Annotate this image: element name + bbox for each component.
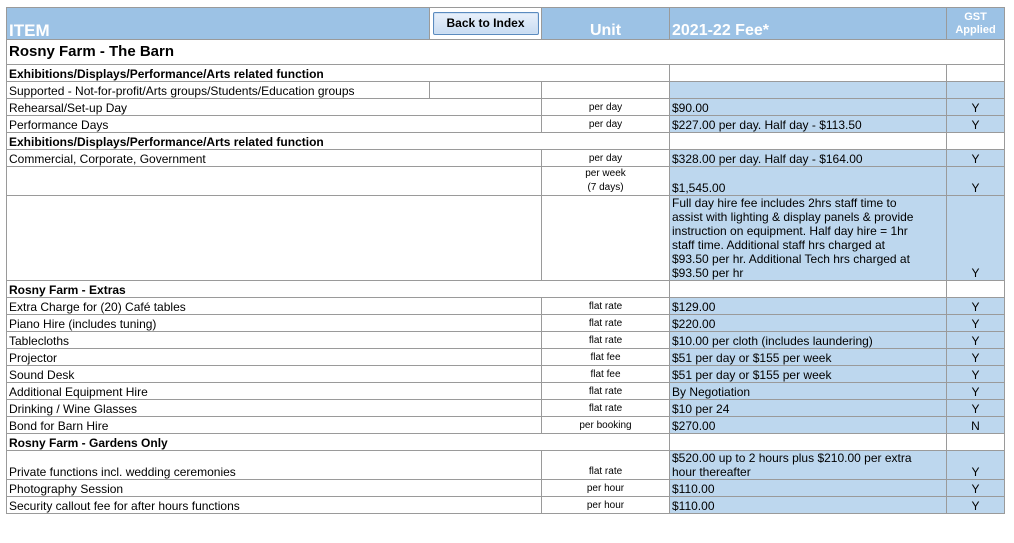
gst-cell: Y bbox=[947, 298, 1005, 315]
gst-cell: Y bbox=[947, 349, 1005, 366]
table-row bbox=[7, 349, 1005, 366]
fee-cell: $129.00 bbox=[670, 298, 947, 315]
fee-cell: $10.00 per cloth (includes laundering) bbox=[670, 332, 947, 349]
gst-cell: Y bbox=[947, 116, 1005, 133]
unit-cell: flat rate bbox=[542, 332, 670, 349]
item-cell: Extra Charge for (20) Café tables bbox=[7, 298, 542, 315]
item-cell: Security callout fee for after hours functions bbox=[7, 497, 542, 514]
unit-cell: flat rate bbox=[542, 400, 670, 417]
gst-cell: Y bbox=[947, 150, 1005, 167]
item-cell: Piano Hire (includes tuning) bbox=[7, 315, 542, 332]
subheading-fee-empty bbox=[670, 82, 947, 99]
table-row bbox=[7, 167, 1005, 196]
fee-cell: $51 per day or $155 per week bbox=[670, 366, 947, 383]
fee-cell: $10 per 24 bbox=[670, 400, 947, 417]
header-gst-line2: Applied bbox=[955, 23, 996, 36]
unit-cell: flat fee bbox=[542, 366, 670, 383]
section-heading: Exhibitions/Displays/Performance/Arts related function bbox=[7, 133, 670, 150]
table-row bbox=[7, 196, 1005, 281]
fee-cell: $220.00 bbox=[670, 315, 947, 332]
gst-cell: Y bbox=[947, 480, 1005, 497]
fee-line: $93.50 per hr. Additional Tech hrs charged at bbox=[672, 252, 910, 266]
unit-line: (7 days) bbox=[587, 182, 624, 193]
header-gst-line1: GST bbox=[964, 10, 987, 23]
gst-cell: Y bbox=[947, 400, 1005, 417]
section-heading: Rosny Farm - Extras bbox=[7, 281, 670, 298]
table-row bbox=[7, 400, 1005, 417]
table-row bbox=[7, 99, 1005, 116]
table-row bbox=[7, 150, 1005, 167]
section-heading-row bbox=[7, 65, 1005, 82]
fee-cell: $110.00 bbox=[670, 480, 947, 497]
item-cell bbox=[7, 167, 542, 196]
fee-line: Full day hire fee includes 2hrs staff time to bbox=[672, 196, 897, 210]
fee-cell: $110.00 bbox=[670, 497, 947, 514]
gst-cell: Y bbox=[947, 99, 1005, 116]
gst-cell: Y bbox=[947, 196, 1005, 281]
unit-cell: flat rate bbox=[542, 383, 670, 400]
unit-line: per week bbox=[585, 168, 626, 179]
subheading-unit-empty bbox=[542, 82, 670, 99]
gst-cell: N bbox=[947, 417, 1005, 434]
subheading-spacer bbox=[430, 82, 542, 99]
item-cell: Tablecloths bbox=[7, 332, 542, 349]
table-row bbox=[7, 332, 1005, 349]
item-cell: Bond for Barn Hire bbox=[7, 417, 542, 434]
unit-cell bbox=[542, 167, 670, 196]
table-row bbox=[7, 451, 1005, 480]
section-heading-row bbox=[7, 133, 1005, 150]
gst-cell: Y bbox=[947, 497, 1005, 514]
unit-cell bbox=[542, 196, 670, 281]
fee-cell: $227.00 per day. Half day - $113.50 bbox=[670, 116, 947, 133]
table-row bbox=[7, 366, 1005, 383]
section-heading: Rosny Farm - Gardens Only bbox=[7, 434, 670, 451]
fee-cell: $51 per day or $155 per week bbox=[670, 349, 947, 366]
unit-cell: per day bbox=[542, 150, 670, 167]
gst-cell: Y bbox=[947, 167, 1005, 196]
table-row bbox=[7, 383, 1005, 400]
header-fee: 2021-22 Fee* bbox=[670, 8, 947, 40]
section-heading: Exhibitions/Displays/Performance/Arts related function bbox=[7, 65, 670, 82]
section-heading-gst-empty bbox=[947, 65, 1005, 82]
section-heading-row bbox=[7, 281, 1005, 298]
item-cell: Additional Equipment Hire bbox=[7, 383, 542, 400]
back-to-index-button[interactable]: Back to Index bbox=[433, 12, 539, 35]
table-row bbox=[7, 417, 1005, 434]
item-cell: Private functions incl. wedding ceremonies bbox=[7, 451, 542, 480]
gst-cell: Y bbox=[947, 451, 1005, 480]
gst-cell: Y bbox=[947, 315, 1005, 332]
item-cell: Performance Days bbox=[7, 116, 542, 133]
section-heading-fee-empty bbox=[670, 65, 947, 82]
section-heading-gst-empty bbox=[947, 281, 1005, 298]
unit-cell: per hour bbox=[542, 497, 670, 514]
fee-line: $93.50 per hr bbox=[672, 266, 744, 280]
table-row bbox=[7, 497, 1005, 514]
section-heading-gst-empty bbox=[947, 133, 1005, 150]
section-heading-gst-empty bbox=[947, 434, 1005, 451]
table-row bbox=[7, 480, 1005, 497]
header-row bbox=[7, 8, 1005, 40]
title-row bbox=[7, 40, 1005, 65]
fee-line: staff time. Additional staff hrs charged at bbox=[672, 238, 886, 252]
back-to-index-cell bbox=[430, 8, 542, 40]
section-heading-fee-empty bbox=[670, 133, 947, 150]
unit-cell: per day bbox=[542, 116, 670, 133]
gst-cell: Y bbox=[947, 383, 1005, 400]
fee-line: hour thereafter bbox=[672, 465, 751, 479]
table-row bbox=[7, 116, 1005, 133]
unit-cell: flat rate bbox=[542, 298, 670, 315]
fee-table bbox=[6, 7, 1005, 514]
gst-cell: Y bbox=[947, 332, 1005, 349]
fee-cell: $328.00 per day. Half day - $164.00 bbox=[670, 150, 947, 167]
item-cell bbox=[7, 196, 542, 281]
gst-cell: Y bbox=[947, 366, 1005, 383]
fee-line: instruction on equipment. Half day hire = 1hr bbox=[672, 224, 908, 238]
unit-cell: flat rate bbox=[542, 315, 670, 332]
section-heading-fee-empty bbox=[670, 434, 947, 451]
unit-cell: per day bbox=[542, 99, 670, 116]
unit-cell: flat fee bbox=[542, 349, 670, 366]
table-row bbox=[7, 315, 1005, 332]
section-heading-row bbox=[7, 434, 1005, 451]
item-cell: Photography Session bbox=[7, 480, 542, 497]
unit-cell: flat rate bbox=[542, 451, 670, 480]
fee-cell: By Negotiation bbox=[670, 383, 947, 400]
page-title: Rosny Farm - The Barn bbox=[7, 40, 1005, 65]
item-cell: Sound Desk bbox=[7, 366, 542, 383]
table-row bbox=[7, 298, 1005, 315]
item-cell: Projector bbox=[7, 349, 542, 366]
fee-line: assist with lighting & display panels & provide bbox=[672, 210, 914, 224]
header-item: ITEM bbox=[7, 8, 430, 40]
subheading-gst-empty bbox=[947, 82, 1005, 99]
section-subheading-row bbox=[7, 82, 1005, 99]
item-cell: Rehearsal/Set-up Day bbox=[7, 99, 542, 116]
fee-cell: $1,545.00 bbox=[670, 167, 947, 196]
fee-schedule-sheet bbox=[6, 7, 1004, 514]
fee-cell bbox=[670, 451, 947, 480]
section-subheading: Supported - Not-for-profit/Arts groups/Students/Education groups bbox=[7, 82, 430, 99]
fee-cell: $90.00 bbox=[670, 99, 947, 116]
fee-cell: $270.00 bbox=[670, 417, 947, 434]
fee-line: $520.00 up to 2 hours plus $210.00 per extra bbox=[672, 451, 912, 465]
header-gst bbox=[947, 8, 1005, 40]
section-heading-fee-empty bbox=[670, 281, 947, 298]
fee-cell bbox=[670, 196, 947, 281]
unit-cell: per booking bbox=[542, 417, 670, 434]
item-cell: Commercial, Corporate, Government bbox=[7, 150, 542, 167]
item-cell: Drinking / Wine Glasses bbox=[7, 400, 542, 417]
unit-cell: per hour bbox=[542, 480, 670, 497]
header-unit: Unit bbox=[542, 8, 670, 40]
